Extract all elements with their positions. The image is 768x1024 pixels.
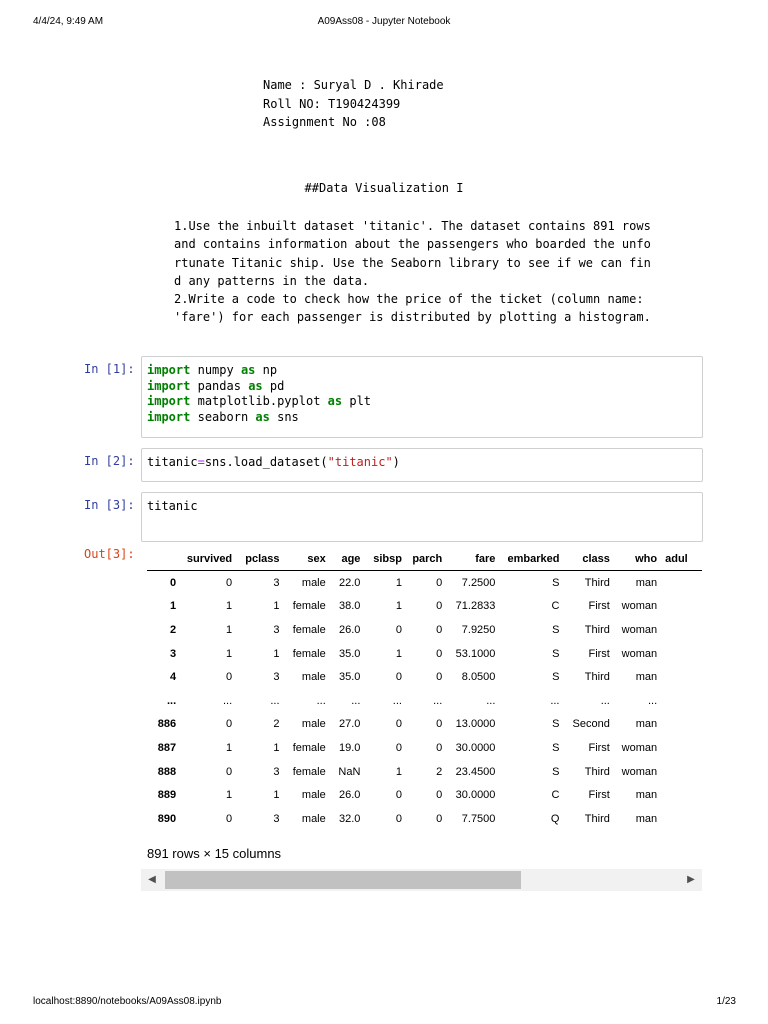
table-cell: woman xyxy=(621,741,658,754)
table-cell: C xyxy=(551,600,560,613)
table-cell: ... xyxy=(351,694,361,707)
function-call: sns.load_dataset( xyxy=(204,455,328,469)
code-cell-1-source[interactable] xyxy=(142,357,702,431)
table-cell: 0 xyxy=(436,812,443,825)
table-cell: 0 xyxy=(226,576,233,589)
keyword-import: import xyxy=(147,363,191,377)
table-cell: 22.0 xyxy=(339,576,361,589)
column-header: embarked xyxy=(499,548,563,571)
table-cell: ... xyxy=(392,694,402,707)
table-cell: 0 xyxy=(436,718,443,731)
close-paren: ) xyxy=(392,455,400,469)
row-index: 887 xyxy=(157,741,177,754)
table-cell: man xyxy=(635,576,658,589)
table-cell-truncated xyxy=(661,595,702,619)
code-cell-2-source[interactable] xyxy=(142,449,702,477)
print-title: A09Ass08 - Jupyter Notebook xyxy=(317,16,451,27)
table-cell-truncated xyxy=(661,807,702,831)
table-cell: woman xyxy=(621,600,658,613)
table-cell: First xyxy=(588,741,610,754)
table-cell: male xyxy=(301,576,326,589)
table-cell-truncated xyxy=(661,760,702,784)
row-index: 886 xyxy=(157,718,177,731)
variable-name: titanic xyxy=(147,455,198,469)
table-cell: woman xyxy=(621,623,658,636)
table-cell: 2 xyxy=(436,765,443,778)
table-row xyxy=(147,713,702,737)
row-index: 0 xyxy=(170,576,177,589)
table-cell: ... xyxy=(647,694,658,707)
module-name: seaborn xyxy=(197,409,249,424)
table-cell: male xyxy=(301,812,326,825)
table-cell-truncated xyxy=(661,713,702,737)
dataframe-output xyxy=(147,548,702,833)
table-cell: 30.0000 xyxy=(455,789,496,802)
table-cell: 23.4500 xyxy=(455,765,496,778)
table-cell: 1 xyxy=(273,741,280,754)
table-cell: 1 xyxy=(226,600,233,613)
table-cell: 19.0 xyxy=(339,741,361,754)
table-cell: 7.7500 xyxy=(461,812,496,825)
column-header: age xyxy=(330,548,365,571)
dataframe-body xyxy=(147,571,702,831)
keyword-as: as xyxy=(240,363,256,377)
print-page-number: 1/23 xyxy=(716,996,736,1007)
cell-3-in-prompt: In [3]: xyxy=(84,498,135,512)
table-cell: 0 xyxy=(226,765,233,778)
table-cell: 26.0 xyxy=(339,623,361,636)
table-cell: man xyxy=(635,789,658,802)
table-row xyxy=(147,689,702,713)
row-index: 4 xyxy=(170,671,177,684)
print-datetime: 4/4/24, 9:49 AM xyxy=(33,16,104,27)
row-index: 890 xyxy=(157,812,177,825)
table-cell: Third xyxy=(584,576,610,589)
table-cell: 1 xyxy=(395,600,402,613)
table-cell: 0 xyxy=(395,671,402,684)
table-row xyxy=(147,736,702,760)
table-cell-truncated xyxy=(661,665,702,689)
table-cell: 1 xyxy=(226,789,233,802)
table-cell: 3 xyxy=(273,765,280,778)
table-cell: Third xyxy=(584,623,610,636)
table-cell: ... xyxy=(222,694,233,707)
module-name: pandas xyxy=(197,378,241,393)
table-cell: S xyxy=(552,741,560,754)
table-cell: 0 xyxy=(436,789,443,802)
section-heading: ##Data Visualization I xyxy=(304,181,464,195)
table-cell: 3 xyxy=(273,812,280,825)
table-cell: 32.0 xyxy=(339,812,361,825)
code-cell-2[interactable] xyxy=(141,448,703,482)
row-index: 889 xyxy=(157,789,177,802)
code-cell-3-source[interactable]: titanic xyxy=(147,499,198,513)
table-cell: S xyxy=(552,671,560,684)
keyword-import: import xyxy=(147,394,191,409)
column-header: class xyxy=(563,548,613,571)
cell-1-in-prompt: In [1]: xyxy=(84,362,135,376)
scrollbar-thumb[interactable] xyxy=(165,871,521,889)
table-cell: 1 xyxy=(395,576,402,589)
column-header: sex xyxy=(284,548,330,571)
table-cell: male xyxy=(301,789,326,802)
table-cell-truncated xyxy=(661,618,702,642)
column-header: survived xyxy=(180,548,236,571)
table-cell: 1 xyxy=(226,647,233,660)
table-cell: 0 xyxy=(436,671,443,684)
table-cell: woman xyxy=(621,647,658,660)
table-cell: female xyxy=(292,647,326,660)
table-cell: First xyxy=(588,600,610,613)
table-cell: S xyxy=(552,576,560,589)
row-index: ... xyxy=(166,694,177,707)
module-alias: np xyxy=(262,363,278,377)
table-row xyxy=(147,783,702,807)
table-cell: 0 xyxy=(436,576,443,589)
table-cell: 2 xyxy=(273,718,280,731)
table-cell: 8.0500 xyxy=(461,671,496,684)
horizontal-scrollbar[interactable] xyxy=(141,869,702,891)
table-cell: 35.0 xyxy=(339,671,361,684)
keyword-as: as xyxy=(255,409,270,424)
table-cell: ... xyxy=(486,694,496,707)
keyword-as: as xyxy=(248,378,263,393)
table-cell: female xyxy=(292,623,326,636)
table-cell: man xyxy=(635,812,658,825)
column-header: parch xyxy=(406,548,446,571)
table-cell: 0 xyxy=(395,789,402,802)
table-cell: C xyxy=(551,789,560,802)
table-cell: 0 xyxy=(226,671,233,684)
table-cell: man xyxy=(635,671,658,684)
table-cell: 1 xyxy=(395,647,402,660)
table-cell: woman xyxy=(621,765,658,778)
table-cell: 1 xyxy=(273,647,280,660)
table-cell: S xyxy=(552,765,560,778)
table-cell: ... xyxy=(550,694,560,707)
table-cell: 0 xyxy=(395,718,402,731)
table-cell: 0 xyxy=(395,812,402,825)
row-index: 3 xyxy=(170,647,177,660)
column-header: sibsp xyxy=(364,548,406,571)
keyword-import: import xyxy=(147,378,191,393)
keyword-import: import xyxy=(147,409,191,424)
table-cell: female xyxy=(292,765,326,778)
table-cell-truncated xyxy=(661,736,702,760)
table-cell: 1 xyxy=(273,600,280,613)
table-cell-truncated xyxy=(661,571,702,595)
table-cell: 26.0 xyxy=(339,789,361,802)
table-cell: ... xyxy=(316,694,326,707)
table-row xyxy=(147,618,702,642)
column-header: adul xyxy=(661,548,702,571)
keyword-as: as xyxy=(327,394,343,409)
assign-operator: = xyxy=(197,455,205,469)
table-cell: 0 xyxy=(436,623,443,636)
table-cell: 7.9250 xyxy=(461,623,496,636)
table-cell: 7.2500 xyxy=(461,576,496,589)
table-row xyxy=(147,807,702,831)
table-cell: female xyxy=(292,600,326,613)
table-cell: First xyxy=(588,789,610,802)
module-alias: plt xyxy=(349,394,372,409)
table-cell: 0 xyxy=(436,647,443,660)
table-cell-truncated xyxy=(661,783,702,807)
table-cell: 1 xyxy=(395,765,402,778)
table-cell: ... xyxy=(270,694,280,707)
dataframe-shape: 891 rows × 15 columns xyxy=(147,846,282,861)
column-header: who xyxy=(614,548,661,571)
table-cell: man xyxy=(635,718,658,731)
column-header: fare xyxy=(446,548,499,571)
table-cell: 3 xyxy=(273,576,280,589)
table-cell: 0 xyxy=(226,812,233,825)
table-cell: 53.1000 xyxy=(455,647,496,660)
table-cell: male xyxy=(301,718,326,731)
table-cell: 35.0 xyxy=(339,647,361,660)
table-cell: 3 xyxy=(273,671,280,684)
cell-2-in-prompt: In [2]: xyxy=(84,454,135,468)
author-block: Name : Suryal D . Khirade Roll NO: T190424399 Assignment No :08 xyxy=(263,78,444,129)
code-cell-3[interactable] xyxy=(141,492,703,542)
row-index: 2 xyxy=(170,623,177,636)
table-cell: 71.2833 xyxy=(455,600,496,613)
table-cell: 1 xyxy=(226,623,233,636)
table-cell: male xyxy=(301,671,326,684)
index-header xyxy=(147,548,180,571)
module-alias: pd xyxy=(269,378,285,393)
table-cell: Second xyxy=(572,718,610,731)
table-cell: 0 xyxy=(436,741,443,754)
table-cell: 0 xyxy=(226,718,233,731)
dataframe-header-row xyxy=(147,548,702,571)
table-cell: female xyxy=(292,741,326,754)
table-cell: S xyxy=(552,718,560,731)
table-cell-truncated xyxy=(661,689,702,713)
table-row xyxy=(147,665,702,689)
table-cell: 0 xyxy=(436,600,443,613)
table-cell: 30.0000 xyxy=(455,741,496,754)
table-cell: 0 xyxy=(395,741,402,754)
table-cell: 27.0 xyxy=(339,718,361,731)
triangle-left-icon[interactable]: ◀ xyxy=(148,874,156,885)
module-alias: sns xyxy=(277,409,299,424)
print-header xyxy=(0,16,768,30)
module-name: numpy xyxy=(197,363,234,377)
table-cell: Third xyxy=(584,765,610,778)
table-cell: S xyxy=(552,647,560,660)
table-cell: ... xyxy=(600,694,610,707)
table-cell: 1 xyxy=(226,741,233,754)
table-cell-truncated xyxy=(661,642,702,666)
string-literal: "titanic" xyxy=(327,455,393,469)
triangle-right-icon[interactable]: ▶ xyxy=(687,874,695,885)
table-cell: 0 xyxy=(395,623,402,636)
table-cell: 13.0000 xyxy=(455,718,496,731)
print-url: localhost:8890/notebooks/A09Ass08.ipynb xyxy=(33,996,222,1007)
table-cell: 3 xyxy=(273,623,280,636)
dataframe-table xyxy=(147,548,702,831)
table-row xyxy=(147,571,702,595)
table-cell: ... xyxy=(433,694,443,707)
column-header: pclass xyxy=(236,548,283,571)
table-cell: Third xyxy=(584,812,610,825)
table-cell: Q xyxy=(550,812,560,825)
table-row xyxy=(147,642,702,666)
table-row xyxy=(147,595,702,619)
cell-3-out-prompt: Out[3]: xyxy=(84,547,135,561)
table-cell: 1 xyxy=(273,789,280,802)
table-cell: First xyxy=(588,647,610,660)
table-cell: Third xyxy=(584,671,610,684)
row-index: 1 xyxy=(170,600,177,613)
assignment-description: 1.Use the inbuilt dataset 'titanic'. The dataset contains 891 rows and contains information about the passengers who boarded the unfo rtunate Titanic ship. Use the Seaborn library to see if we can fin d any patterns in the data. 2.Write a code to check how the price of the ticket (column name: 'fare') for each passenger is distributed by plotting a histogram. xyxy=(174,219,651,325)
row-index: 888 xyxy=(157,765,177,778)
code-cell-1[interactable] xyxy=(141,356,703,438)
table-cell: NaN xyxy=(338,765,361,778)
table-row xyxy=(147,760,702,784)
table-cell: S xyxy=(552,623,560,636)
module-name: matplotlib.pyplot xyxy=(197,394,321,409)
table-cell: 38.0 xyxy=(339,600,361,613)
